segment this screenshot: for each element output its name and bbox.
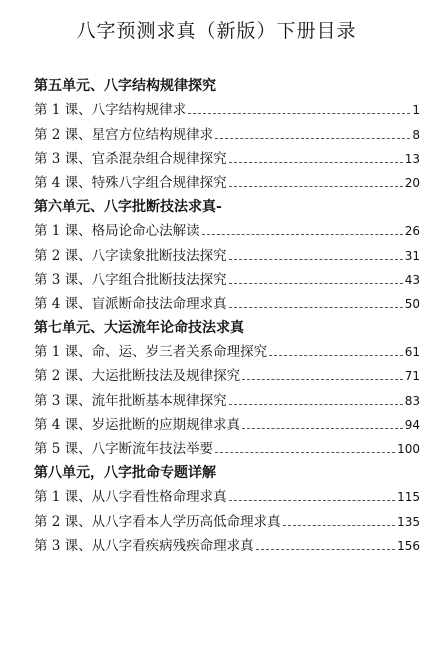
toc-entry-page-number: 156 xyxy=(397,538,420,553)
dot-leader xyxy=(229,306,403,308)
dot-leader xyxy=(269,354,403,356)
toc-entry xyxy=(34,433,420,457)
toc-entry-page-number: 26 xyxy=(404,224,420,239)
toc-entry-page-number: 115 xyxy=(397,490,420,505)
toc-entry xyxy=(34,384,420,408)
toc-entry-label: 第 3 课、官杀混杂组合规律探究 xyxy=(34,150,227,167)
toc-entry-page-number: 1 xyxy=(412,103,420,118)
toc-entry-page-number: 31 xyxy=(404,248,420,263)
toc-entry-page-number: 83 xyxy=(404,393,420,408)
toc-entry-label: 第 5 课、八字断流年技法举要 xyxy=(34,441,214,457)
dot-leader xyxy=(283,524,395,526)
toc-entry-label: 第 4 课、盲派断命技法命理求真 xyxy=(34,295,227,312)
page-title: 八字预测求真（新版）下册目录 xyxy=(76,20,357,42)
toc-entry xyxy=(34,530,420,554)
toc-entry xyxy=(34,360,420,384)
toc-entry xyxy=(34,288,420,312)
unit-heading-label: 第八单元，八字批命专题详解 xyxy=(34,465,216,482)
toc-entry-page-number: 43 xyxy=(404,272,420,287)
toc-entry-label: 第 3 课、流年批断基本规律探究 xyxy=(34,392,227,409)
unit-heading-label: 第六单元、八字批断技法求真- xyxy=(34,199,222,216)
toc-entry-label: 第 2 课、从八字看本人学历高低命理求真 xyxy=(34,513,281,530)
toc-entry xyxy=(34,94,420,118)
toc-entry-label: 第 1 课、格局论命心法解读 xyxy=(34,223,200,240)
toc-entry-page-number: 135 xyxy=(397,514,420,529)
dot-leader xyxy=(229,185,403,187)
dot-leader xyxy=(242,427,403,429)
unit-heading-label: 第七单元、大运流年论命技法求真 xyxy=(34,320,244,337)
toc-entry xyxy=(34,409,420,433)
dot-leader xyxy=(229,258,403,260)
dot-leader xyxy=(256,548,395,550)
unit-heading xyxy=(34,457,420,481)
dot-leader xyxy=(229,403,403,405)
unit-heading xyxy=(34,191,420,215)
toc-entry-label: 第 1 课、从八字看性格命理求真 xyxy=(34,489,227,506)
toc-entry xyxy=(34,143,420,167)
toc-entry-label: 第 1 课、命、运、岁三者关系命理探究 xyxy=(34,344,268,361)
toc-entry-page-number: 100 xyxy=(397,442,420,456)
toc-entry xyxy=(34,118,420,142)
toc-entry xyxy=(34,505,420,529)
toc-entry-label: 第 2 课、星宫方位结构规律求 xyxy=(34,126,214,143)
toc-entry-label: 第 4 课、特殊八字组合规律探究 xyxy=(34,174,227,191)
dot-leader xyxy=(229,499,395,501)
toc-entry xyxy=(34,167,420,191)
dot-leader xyxy=(229,282,403,284)
toc-entry-label: 第 2 课、八字读象批断技法探究 xyxy=(34,247,227,264)
toc-entry-label: 第 1 课、八字结构规律求 xyxy=(34,102,187,119)
dot-leader xyxy=(202,233,403,235)
toc-entry-label: 第 2 课、大运批断技法及规律探究 xyxy=(34,368,241,385)
toc-entry-label: 第 3 课、八字组合批断技法探究 xyxy=(34,271,227,288)
unit-heading xyxy=(34,70,420,94)
toc-entry xyxy=(34,239,420,263)
toc-entry xyxy=(34,336,420,360)
toc-entry xyxy=(34,264,420,288)
dot-leader xyxy=(242,378,403,380)
dot-leader xyxy=(229,161,403,163)
toc-entry-page-number: 20 xyxy=(404,175,420,190)
unit-heading xyxy=(34,312,420,336)
toc-entry-page-number: 50 xyxy=(404,296,420,311)
dot-leader xyxy=(188,112,410,114)
dot-leader xyxy=(215,451,395,453)
toc-entry-label: 第 3 课、从八字看疾病残疾命理求真 xyxy=(34,537,254,554)
toc-entry-page-number: 8 xyxy=(412,127,420,142)
toc-entry-page-number: 94 xyxy=(404,417,420,432)
table-of-contents xyxy=(34,70,420,554)
toc-entry-page-number: 13 xyxy=(404,151,420,166)
toc-entry-label: 第 4 课、岁运批断的应期规律求真 xyxy=(34,416,241,433)
toc-entry xyxy=(34,481,420,505)
toc-entry-page-number: 61 xyxy=(404,345,420,360)
toc-entry xyxy=(34,215,420,239)
dot-leader xyxy=(215,137,410,139)
unit-heading-label: 第五单元、八字结构规律探究 xyxy=(34,78,216,95)
toc-entry-page-number: 71 xyxy=(404,369,420,384)
